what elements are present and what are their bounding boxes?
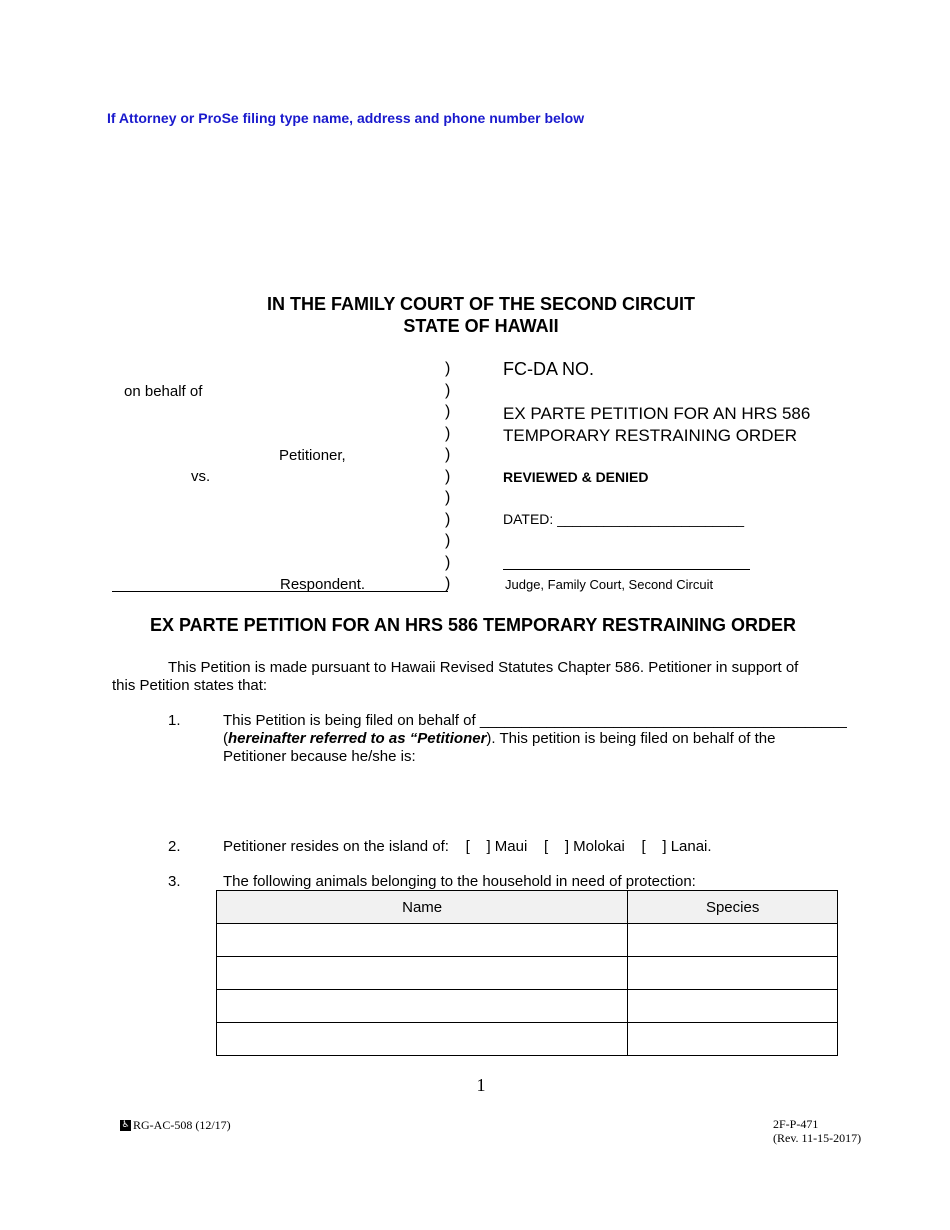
- caption-paren: ): [445, 532, 451, 549]
- caption-bottom-rule: [112, 591, 448, 592]
- petitioner-label: Petitioner,: [279, 447, 346, 464]
- item-1-line3: Petitioner because he/she is:: [223, 748, 416, 765]
- petition-title: [503, 403, 810, 447]
- respondent-label: Respondent.: [280, 576, 366, 593]
- animal-species-cell[interactable]: [628, 990, 838, 1023]
- form-number: 2F-P-471: [773, 1117, 819, 1131]
- table-row: [217, 957, 838, 990]
- island-residence-options: Petitioner resides on the island of: [ ] Maui [ ] Molokai [ ] Lanai.: [223, 838, 712, 855]
- animal-name-cell[interactable]: [217, 1023, 628, 1056]
- animal-name-cell[interactable]: [217, 990, 628, 1023]
- animal-species-cell[interactable]: [628, 957, 838, 990]
- petition-title-line2: TEMPORARY RESTRAINING ORDER: [503, 426, 798, 445]
- wheelchair-icon: ♿: [121, 1120, 130, 1130]
- court-title-line1: IN THE FAMILY COURT OF THE SECOND CIRCUIT: [266, 294, 696, 314]
- animal-name-cell[interactable]: [217, 957, 628, 990]
- petition-title-line1: EX PARTE PETITION FOR AN HRS 586: [503, 404, 811, 423]
- caption-paren: ): [445, 360, 451, 377]
- caption-paren: ): [445, 425, 451, 442]
- caption-paren: ): [445, 511, 451, 528]
- caption-paren: ): [445, 489, 451, 506]
- item-1-line1: This Petition is being filed on behalf of ____________________________________________: [223, 712, 847, 729]
- intro-line1: This Petition is made pursuant to Hawaii Revised Statutes Chapter 586. Petitioner in support of: [168, 659, 799, 676]
- on-behalf-of-label: on behalf of: [124, 383, 203, 400]
- item-3-text: The following animals belonging to the household in need of protection:: [223, 873, 696, 890]
- table-header-row: [217, 891, 838, 924]
- form-revision: (Rev. 11-15-2017): [773, 1131, 862, 1145]
- caption-paren: ): [445, 575, 451, 592]
- petitioner-definition: hereinafter referred to as “Petitioner: [228, 730, 487, 747]
- table-row: [217, 924, 838, 957]
- form-code: RG-AC-508 (12/17): [133, 1118, 231, 1132]
- item-3-number: 3.: [168, 873, 181, 890]
- animals-table: [216, 890, 838, 1056]
- caption-paren: ): [445, 403, 451, 420]
- court-title-line2: STATE OF HAWAII: [403, 316, 559, 336]
- table-row: [217, 1023, 838, 1056]
- page-number: 1: [476, 1075, 486, 1095]
- animal-name-cell[interactable]: [217, 924, 628, 957]
- item-1-line2-rest: ). This petition is being filed on behalf of the: [486, 730, 776, 747]
- caption-paren: ): [445, 382, 451, 399]
- animal-species-cell[interactable]: [628, 1023, 838, 1056]
- caption-paren: ): [445, 554, 451, 571]
- dated-field: DATED: ________________________: [503, 511, 745, 527]
- judge-signature-line: [503, 569, 750, 570]
- caption-paren: ): [445, 446, 451, 463]
- species-column-header: Species: [628, 891, 838, 924]
- reviewed-denied-label: REVIEWED & DENIED: [503, 469, 649, 485]
- table-row: [217, 990, 838, 1023]
- animal-species-cell[interactable]: [628, 924, 838, 957]
- attorney-filing-note: If Attorney or ProSe filing type name, address and phone number below: [107, 110, 585, 126]
- name-column-header: Name: [217, 891, 628, 924]
- item-1-line2: (hereinafter referred to as “Petitioner). This petition is being filed on behalf of the: [223, 730, 776, 747]
- judge-title: Judge, Family Court, Second Circuit: [505, 577, 714, 592]
- intro-line2: this Petition states that:: [112, 677, 268, 694]
- item-2-number: 2.: [168, 838, 181, 855]
- fcda-number-label: FC-DA NO.: [503, 359, 595, 379]
- main-heading: EX PARTE PETITION FOR AN HRS 586 TEMPORARY RESTRAINING ORDER: [149, 615, 797, 635]
- caption-paren: ): [445, 468, 451, 485]
- form-number-footer: [773, 1117, 861, 1145]
- item-1-number: 1.: [168, 712, 181, 729]
- form-code-footer: [120, 1118, 231, 1133]
- vs-label: vs.: [191, 468, 211, 485]
